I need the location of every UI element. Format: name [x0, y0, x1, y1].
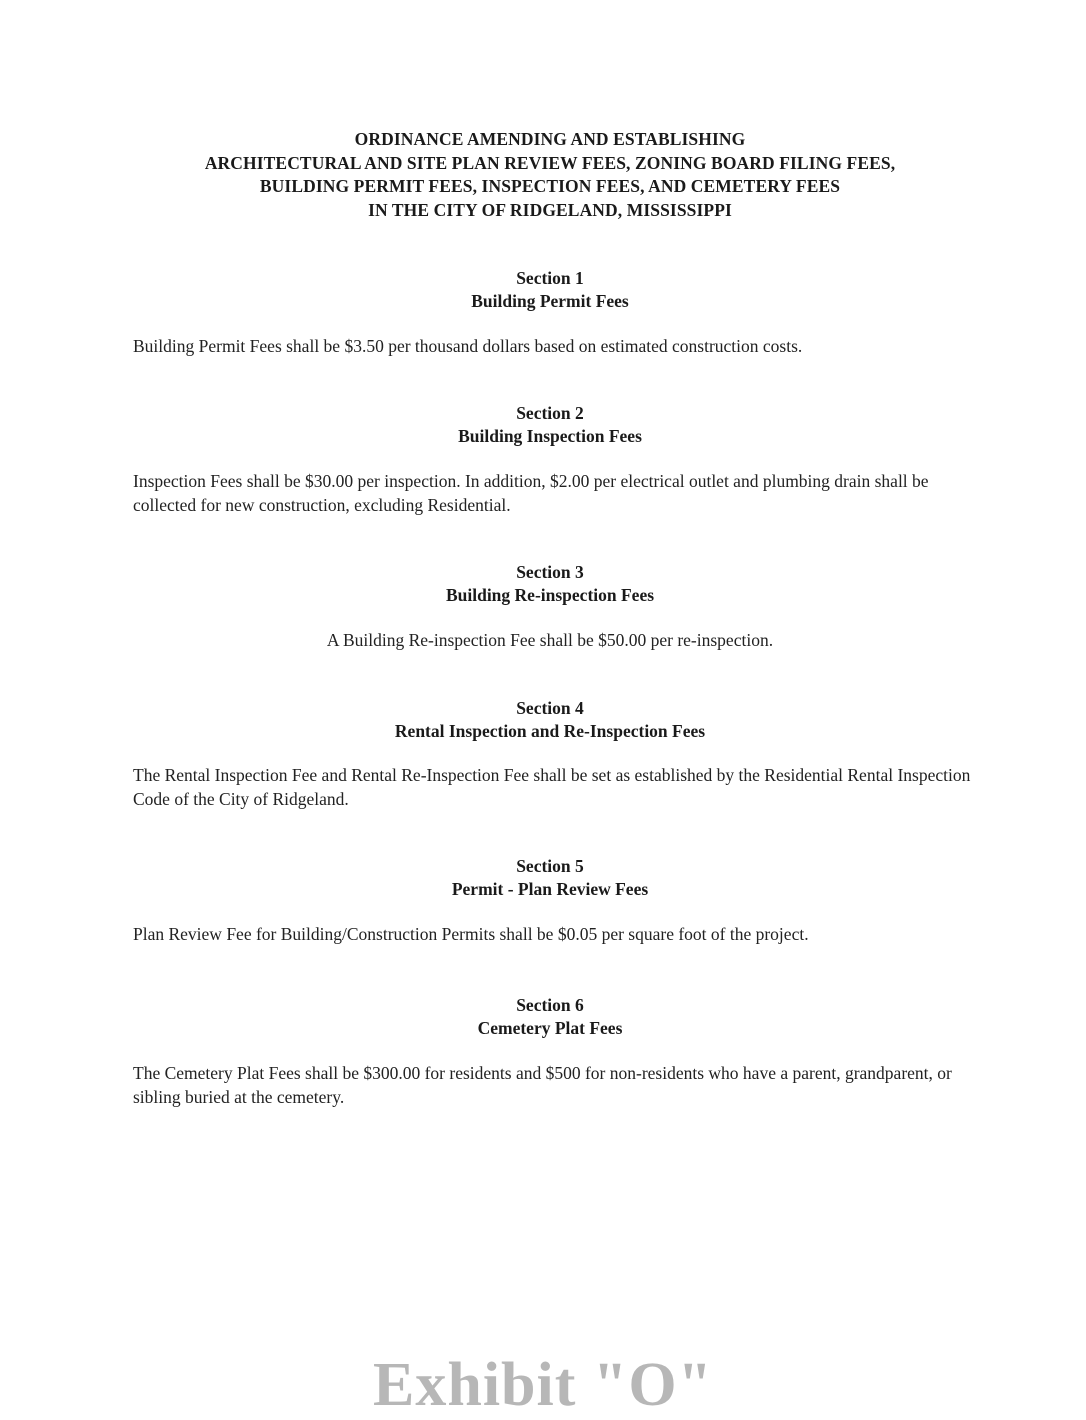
section-2-text: Inspection Fees shall be $30.00 per inspection. In addition, $2.00 per electrical outlet and plumbing drain shall be collected for new construction, excluding Residential.	[133, 471, 929, 515]
section-number: Section 1	[516, 268, 584, 288]
title-line-2: ARCHITECTURAL AND SITE PLAN REVIEW FEES, ZONING BOARD FILING FEES,	[204, 152, 896, 173]
document-title	[100, 128, 1000, 222]
section-title: Rental Inspection and Re-Inspection Fees	[394, 721, 706, 741]
section-title: Cemetery Plat Fees	[477, 1018, 623, 1038]
section-5-heading	[250, 855, 850, 901]
section-title: Permit - Plan Review Fees	[451, 879, 649, 899]
section-6-heading	[250, 994, 850, 1040]
section-title: Building Inspection Fees	[458, 426, 642, 446]
section-title: Building Permit Fees	[471, 291, 629, 311]
section-3-text: A Building Re-inspection Fee shall be $50.00 per re-inspection.	[326, 630, 774, 650]
section-1-heading	[250, 267, 850, 313]
section-number: Section 6	[516, 995, 584, 1015]
section-title: Building Re-inspection Fees	[445, 585, 655, 605]
exhibit-label: Exhibit "O"	[373, 1351, 713, 1419]
section-number: Section 2	[516, 403, 584, 423]
title-line-3: BUILDING PERMIT FEES, INSPECTION FEES, AND CEMETERY FEES	[259, 176, 841, 196]
section-5-text: Plan Review Fee for Building/Construction Permits shall be $0.05 per square foot of the project.	[133, 924, 809, 944]
section-4-text: The Rental Inspection Fee and Rental Re-Inspection Fee shall be set as established by the Residential Rental Inspection Code of the City of Ridgeland.	[133, 765, 971, 809]
title-line-4: IN THE CITY OF RIDGELAND, MISSISSIPPI	[368, 199, 732, 220]
section-number: Section 5	[516, 856, 584, 876]
section-2-heading	[250, 402, 850, 448]
section-1-text: Building Permit Fees shall be $3.50 per thousand dollars based on estimated construction costs.	[133, 336, 803, 356]
section-number: Section 4	[516, 698, 584, 718]
section-6-text: The Cemetery Plat Fees shall be $300.00 for residents and $500 for non-residents who have a parent, grandparent, or sibling buried at the cemetery.	[133, 1063, 952, 1107]
section-4-heading	[250, 697, 850, 743]
section-3-heading	[250, 561, 850, 607]
section-number: Section 3	[516, 562, 584, 582]
title-line-1: ORDINANCE AMENDING AND ESTABLISHING	[354, 129, 746, 149]
